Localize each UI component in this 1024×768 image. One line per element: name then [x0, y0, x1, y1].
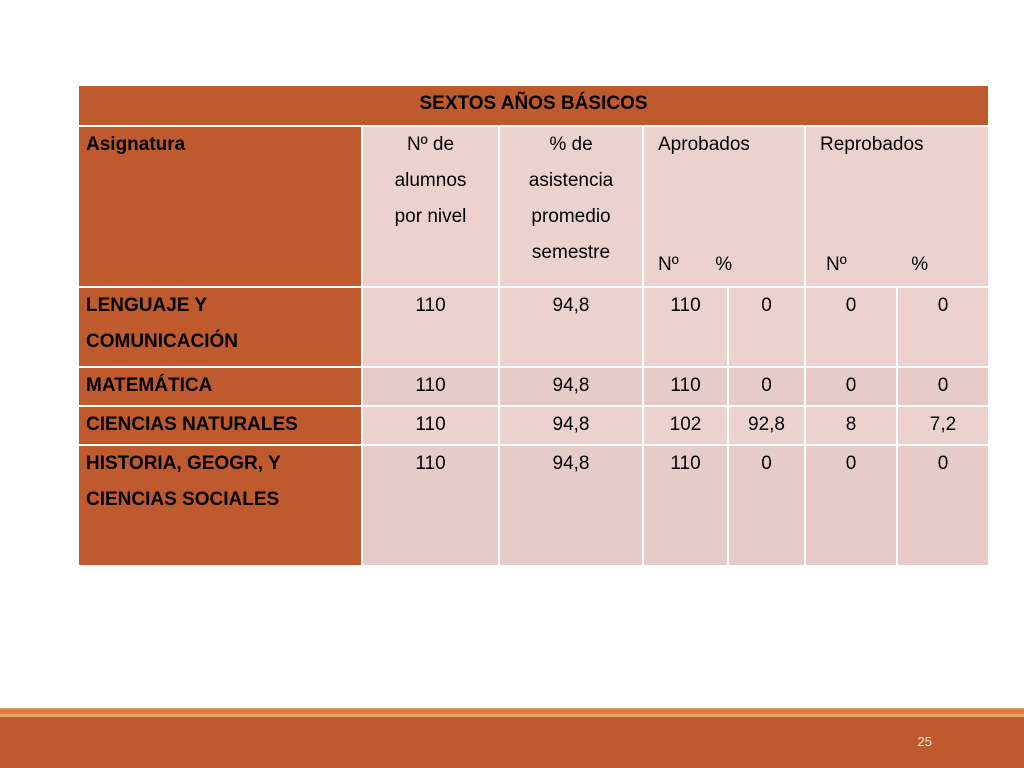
table-row	[78, 406, 989, 445]
table-row	[78, 445, 989, 566]
row-approved-pct: 0	[728, 367, 805, 406]
header-approved	[643, 126, 805, 287]
row-approved-num: 102	[643, 406, 728, 445]
footer-bar	[0, 717, 1024, 768]
results-table	[77, 84, 990, 567]
header-failed-label: Reprobados	[820, 134, 924, 155]
row-approved-num: 110	[643, 287, 728, 367]
row-failed-pct: 0	[897, 445, 989, 566]
row-approved-pct: 92,8	[728, 406, 805, 445]
row-attendance: 94,8	[499, 406, 643, 445]
table-row	[78, 367, 989, 406]
header-subject: Asignatura	[78, 126, 362, 287]
row-students: 110	[362, 367, 499, 406]
row-failed-pct: 0	[897, 287, 989, 367]
row-failed-pct: 7,2	[897, 406, 989, 445]
row-approved-pct: 0	[728, 445, 805, 566]
header-failed-num: Nº	[826, 254, 847, 275]
header-failed-pct: %	[911, 254, 929, 275]
header-approved-label: Aprobados	[658, 134, 750, 155]
header-approved-pct: %	[715, 254, 733, 275]
row-attendance: 94,8	[499, 445, 643, 566]
header-students: Nº de alumnos por nivel	[362, 126, 499, 287]
row-students: 110	[362, 287, 499, 367]
header-failed-subcols	[820, 247, 981, 283]
table-row	[78, 287, 989, 367]
row-failed-num: 0	[805, 445, 897, 566]
row-failed-pct: 0	[897, 367, 989, 406]
row-approved-num: 110	[643, 445, 728, 566]
row-students: 110	[362, 445, 499, 566]
header-approved-num: Nº	[658, 254, 679, 275]
row-attendance: 94,8	[499, 367, 643, 406]
row-attendance: 94,8	[499, 287, 643, 367]
row-failed-num: 0	[805, 287, 897, 367]
header-failed	[805, 126, 989, 287]
row-failed-num: 8	[805, 406, 897, 445]
row-subject: MATEMÁTICA	[78, 367, 362, 406]
row-approved-num: 110	[643, 367, 728, 406]
header-attendance: % de asistencia promedio semestre	[499, 126, 643, 287]
row-students: 110	[362, 406, 499, 445]
row-subject: CIENCIAS NATURALES	[78, 406, 362, 445]
page-number: 25	[917, 734, 932, 749]
header-approved-subcols	[658, 247, 797, 283]
row-subject: HISTORIA, GEOGR, Y CIENCIAS SOCIALES	[78, 445, 362, 566]
footer-accent-line	[0, 709, 1024, 714]
table-title: SEXTOS AÑOS BÁSICOS	[78, 85, 989, 126]
row-approved-pct: 0	[728, 287, 805, 367]
row-subject: LENGUAJE Y COMUNICACIÓN	[78, 287, 362, 367]
row-failed-num: 0	[805, 367, 897, 406]
